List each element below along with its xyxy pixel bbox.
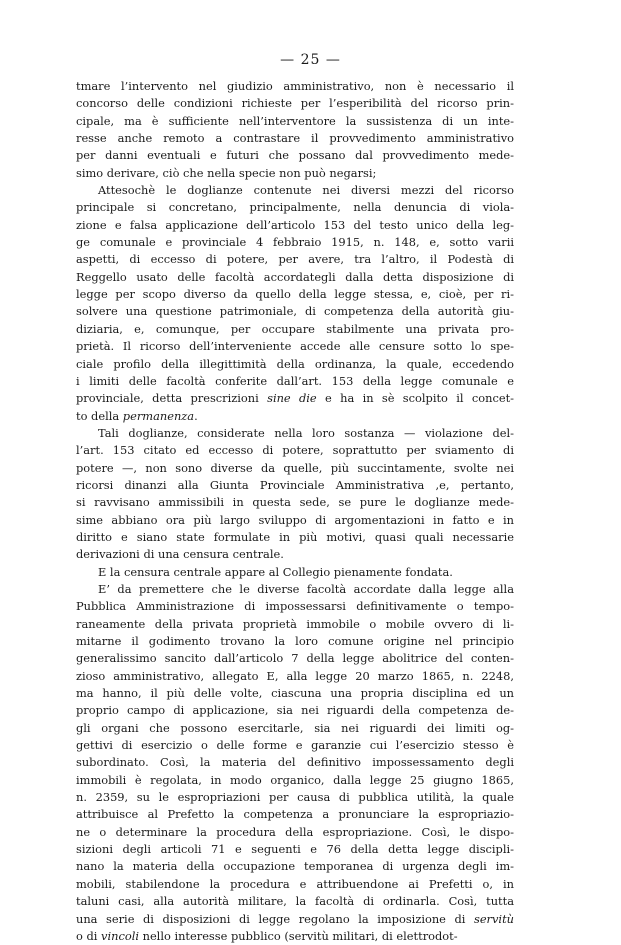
text-line [76, 460, 514, 477]
text-line [76, 390, 514, 407]
text-segment: sizioni degli articoli 71 e seguenti e 76 della detta legge discipli- [76, 842, 514, 857]
text-segment: simo derivare, ciò che nella specie non può negarsi; [76, 165, 377, 180]
page-number: — 25 — [280, 52, 341, 68]
text-segment: potere —, non sono diverse da quelle, più succintamente, svolte nei [76, 460, 514, 475]
text-segment: mobili, stabilendone la procedura e attribuendone ai Prefetti o, in [76, 876, 514, 891]
text-segment: prietà. Il ricorso dell’interveniente accede alle censure sotto lo spe- [76, 339, 514, 354]
paragraph [76, 581, 514, 945]
text-segment: cipale, ma è sufficiente nell’interventore la sussistenza di un inte- [76, 113, 514, 128]
text-line [76, 113, 514, 130]
text-line [76, 529, 514, 546]
text-line [76, 685, 514, 702]
text-line [76, 512, 514, 529]
text-line [76, 442, 514, 459]
text-segment: zioso amministrativo, allegato E, alla legge 20 marzo 1865, n. 2248, [76, 668, 514, 683]
text-line [76, 494, 514, 511]
text-line [76, 581, 514, 598]
text-segment: provinciale, detta prescrizioni [76, 391, 268, 406]
text-segment: ma hanno, il più delle volte, ciascuna una propria disciplina ed un [76, 686, 514, 701]
text-line [76, 911, 514, 928]
text-segment: sime abbiano ora più largo sviluppo di argomentazioni in fatto e in [76, 512, 514, 527]
text-line [76, 286, 514, 303]
text-segment: ricorsi dinanzi alla Giunta Provinciale Amministrativa ,e, pertanto, [76, 477, 514, 492]
text-line [76, 650, 514, 667]
text-segment: subordinato. Così, la materia del definitivo impossessamento degli [76, 755, 514, 770]
text-line [76, 876, 514, 893]
text-segment: solvere una questione patrimoniale, di competenza della autorità giu- [76, 304, 514, 319]
italic-text: vincoli [101, 928, 139, 943]
text-line [76, 564, 514, 581]
text-line [76, 425, 514, 442]
text-segment: per danni eventuali e futuri che possano dal provvedimento mede- [76, 148, 514, 163]
text-segment: si ravvisano ammissibili in questa sede, se pure le doglianze mede- [76, 495, 514, 510]
text-line [76, 477, 514, 494]
text-segment: ciale profilo della illegittimità della ordinanza, la quale, eccedendo [76, 356, 514, 371]
text-line [76, 598, 514, 615]
text-line [76, 78, 514, 95]
text-line [76, 321, 514, 338]
text-line [76, 824, 514, 841]
text-line [76, 147, 514, 164]
text-line [76, 234, 514, 251]
body-text [76, 78, 514, 945]
text-segment: l’art. 153 citato ed eccesso di potere, soprattutto per sviamento di [76, 443, 514, 458]
text-line [76, 789, 514, 806]
text-segment: Pubblica Amministrazione di impossessarsi definitivamente o tempo- [76, 599, 514, 614]
text-segment: e ha in sè scolpito il concet- [316, 391, 514, 406]
text-segment: gettivi di esercizio o delle forme e garanzie cui l’esercizio stesso è [76, 738, 514, 753]
text-segment: zione e falsa applicazione dell’articolo 153 del testo unico della leg- [76, 217, 514, 232]
text-line [76, 217, 514, 234]
text-segment: attribuisce al Prefetto la competenza a pronunciare la espropriazio- [76, 807, 514, 822]
text-line [76, 95, 514, 112]
text-segment: diritto e siano state formulate in più motivi, quasi quali necessarie [76, 529, 514, 544]
text-line [76, 251, 514, 268]
text-segment: o di [76, 928, 102, 943]
text-segment: una serie di disposizioni di legge regolano la imposizione di [76, 911, 474, 926]
text-line [76, 720, 514, 737]
text-line [76, 408, 514, 425]
paragraph [76, 564, 514, 581]
text-segment: mitarne il godimento trovano la loro comune origine nel principio [76, 634, 514, 648]
text-segment: proprio campo di applicazione, sia nei riguardi della competenza de- [76, 703, 514, 718]
text-line [76, 165, 514, 182]
text-segment: i limiti delle facoltà conferite dall’art. 153 della legge comunale e [76, 373, 514, 388]
text-line [76, 928, 514, 945]
text-line [76, 668, 514, 685]
text-segment: nano la materia della occupazione temporanea di urgenza degli im- [76, 859, 514, 874]
text-line [76, 806, 514, 823]
text-segment: Reggello usato delle facoltà accordategli dalla detta disposizione di [76, 269, 514, 284]
text-line [76, 303, 514, 320]
text-line [76, 130, 514, 147]
text-line [76, 199, 514, 216]
text-line [76, 702, 514, 719]
text-segment: resse anche remoto a contrastare il provvedimento amministrativo [76, 131, 514, 146]
paragraph [76, 425, 514, 564]
text-line [76, 772, 514, 789]
text-segment: taluni casi, alla autorità militare, la facoltà di ordinarla. Così, tutta [76, 894, 514, 909]
text-line [76, 356, 514, 373]
text-line [76, 633, 514, 650]
text-segment: gli organi che possono esercitarle, sia nei riguardi dei limiti og- [76, 720, 514, 735]
text-segment: ge comunale e provinciale 4 febbraio 1915, n. 148, e, sotto varii [76, 235, 514, 250]
text-segment: principale si concretano, principalmente, nella denuncia di viola- [76, 200, 514, 215]
text-segment: E’ da premettere che le diverse facoltà accordate dalla legge alla [98, 581, 514, 596]
text-segment: nello interesse pubblico (servitù militari, di elettrodot- [138, 928, 458, 943]
text-line [76, 858, 514, 875]
text-line [76, 546, 514, 563]
paragraph [76, 182, 514, 425]
italic-text: servitù [473, 911, 514, 926]
text-segment: ne o determinare la procedura della espropriazione. Così, le dispo- [76, 824, 514, 839]
text-line [76, 893, 514, 910]
text-segment: raneamente della privata proprietà immobile o mobile ovvero di li- [76, 616, 514, 631]
paragraph [76, 78, 514, 182]
text-line [76, 182, 514, 199]
text-segment: derivazioni di una censura centrale. [76, 547, 284, 562]
text-line [76, 841, 514, 858]
text-segment: legge per scopo diverso da quello della legge stessa, e, cioè, per ri- [76, 287, 514, 302]
text-segment: to della [76, 408, 123, 423]
text-line [76, 269, 514, 286]
text-line [76, 616, 514, 633]
text-line [76, 338, 514, 355]
text-segment: aspetti, di eccesso di potere, per avere, tra l’altro, il Podestà di [76, 252, 514, 267]
text-line [76, 373, 514, 390]
text-segment: . [194, 408, 198, 423]
text-segment: Attesochè le doglianze contenute nei diversi mezzi del ricorso [98, 183, 514, 198]
text-line [76, 737, 514, 754]
italic-text: permanenza [122, 408, 195, 423]
text-segment: concorso delle condizioni richieste per l’esperibilità del ricorso prin- [76, 96, 514, 111]
text-segment: n. 2359, su le espropriazioni per causa di pubblica utilità, la quale [76, 790, 514, 805]
text-segment: tmare l’intervento nel giudizio amministrativo, non è necessario il [76, 79, 514, 93]
italic-text: sine die [267, 391, 317, 406]
text-segment: Tali doglianze, considerate nella loro sostanza — violazione del- [98, 425, 514, 440]
text-segment: diziaria, e, comunque, per occupare stabilmente una privata pro- [76, 321, 514, 336]
text-segment: immobili è regolata, in modo organico, dalla legge 25 giugno 1865, [76, 772, 514, 787]
text-line [76, 754, 514, 771]
text-segment: E la censura centrale appare al Collegio pienamente fondata. [98, 564, 453, 579]
text-segment: generalissimo sancito dall’articolo 7 della legge abolitrice del conten- [76, 651, 514, 666]
